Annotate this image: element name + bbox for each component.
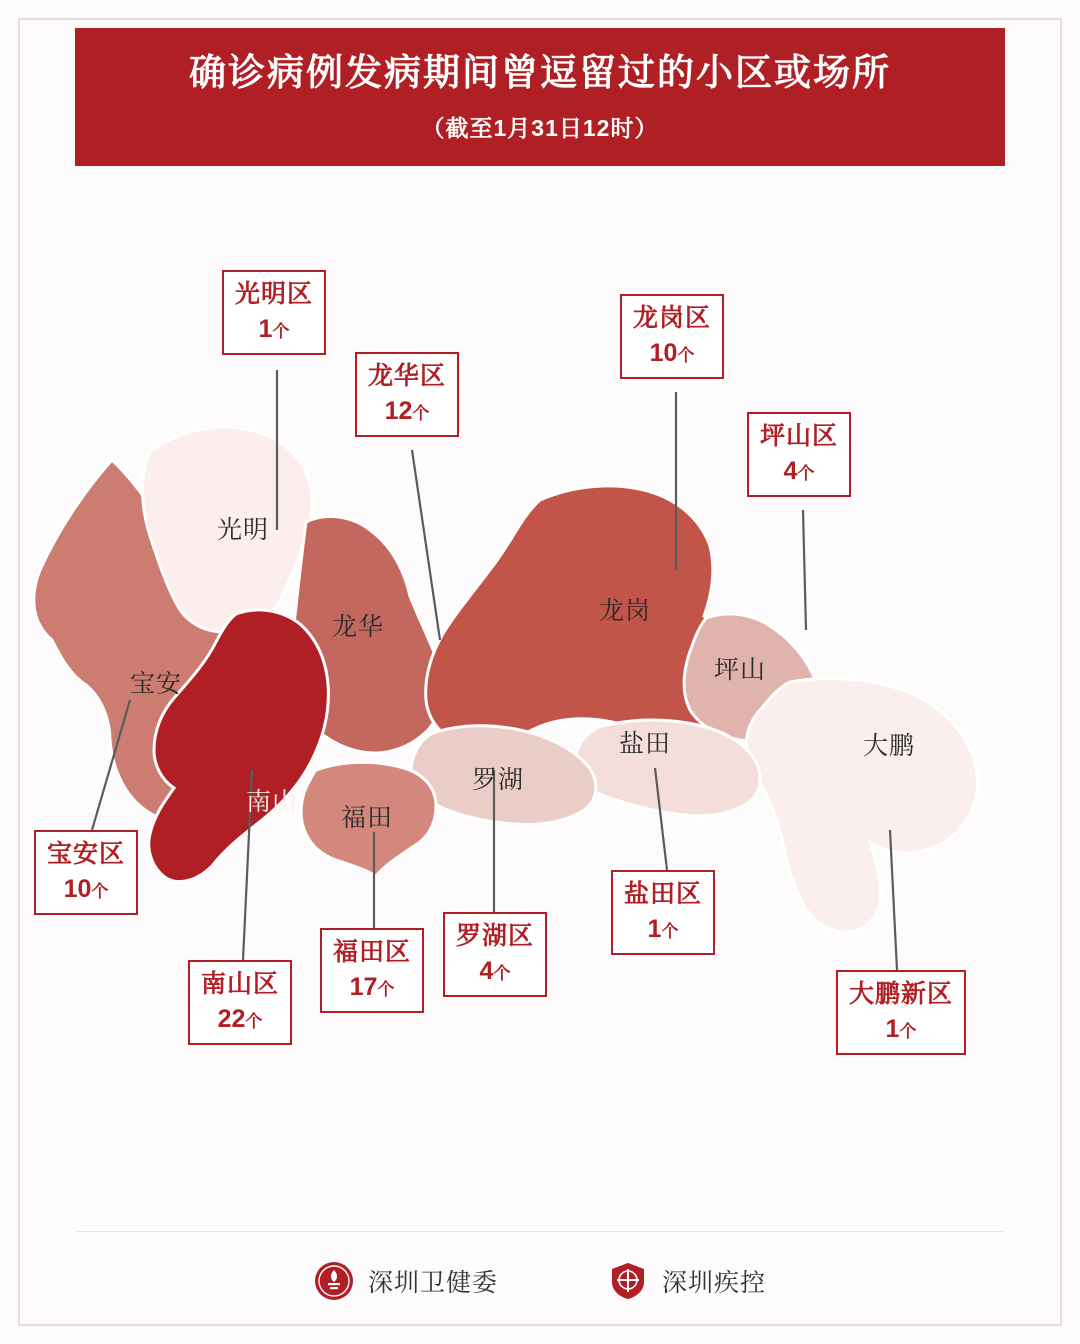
callout-count-guangming: 1个 [258, 314, 290, 343]
callout-futian[interactable] [320, 928, 424, 1013]
callout-name-baoan: 宝安区 [47, 840, 126, 868]
page-subtitle: （截至1月31日12时） [421, 114, 659, 141]
district-label-baoan: 宝安 [129, 670, 183, 698]
callout-name-futian: 福田区 [333, 938, 412, 966]
footer-item-health-commission[interactable] [314, 1261, 498, 1301]
district-label-pingshan: 坪山 [713, 656, 767, 684]
callout-name-pingshan: 坪山区 [760, 422, 839, 450]
callout-longhua[interactable] [355, 352, 459, 437]
callout-count-yantian: 1个 [647, 914, 679, 943]
district-label-yantian: 盐田 [618, 730, 672, 758]
callout-count-pingshan: 4个 [783, 456, 815, 485]
page-title: 确诊病例发病期间曾逗留过的小区或场所 [189, 52, 891, 94]
district-label-luohu: 罗湖 [471, 766, 525, 794]
callout-count-nanshan: 22个 [217, 1004, 263, 1033]
district-label-futian: 福田 [340, 804, 394, 832]
map-svg [0, 170, 1080, 1230]
callout-name-dapeng: 大鹏新区 [849, 980, 954, 1008]
callout-count-dapeng: 1个 [885, 1014, 917, 1043]
callout-name-guangming: 光明区 [235, 280, 314, 308]
callout-luohu[interactable] [443, 912, 547, 997]
footer-label-health-commission: 深圳卫健委 [367, 1269, 498, 1297]
footer-item-cdc[interactable] [608, 1261, 766, 1301]
callout-longgang[interactable] [620, 294, 724, 379]
callout-name-longgang: 龙岗区 [633, 304, 712, 332]
header-banner [75, 28, 1005, 166]
callout-count-baoan: 10个 [63, 874, 109, 903]
callout-name-yantian: 盐田区 [624, 880, 703, 908]
district-label-dapeng: 大鹏 [862, 732, 916, 760]
district-label-guangming: 光明 [216, 516, 270, 544]
district-label-longhua: 龙华 [331, 613, 385, 641]
shenzhen-cdc-logo-icon [608, 1261, 648, 1301]
district-label-longgang: 龙岗 [598, 597, 652, 625]
callout-guangming[interactable] [222, 270, 326, 355]
callout-count-longhua: 12个 [384, 396, 430, 425]
callout-name-nanshan: 南山区 [201, 970, 280, 998]
callout-name-longhua: 龙华区 [368, 362, 447, 390]
shenzhen-district-map [0, 170, 1080, 1230]
callout-dapeng[interactable] [836, 970, 966, 1055]
callout-pingshan[interactable] [747, 412, 851, 497]
callout-baoan[interactable] [34, 830, 138, 915]
shenzhen-health-commission-logo-icon [314, 1261, 354, 1301]
callout-count-luohu: 4个 [479, 956, 511, 985]
callout-count-futian: 17个 [349, 972, 395, 1001]
district-label-nanshan: 南山 [245, 788, 299, 816]
callout-nanshan[interactable] [188, 960, 292, 1045]
district-shape-dapeng[interactable] [746, 679, 977, 933]
footer-divider [75, 1231, 1005, 1232]
callout-name-luohu: 罗湖区 [456, 922, 535, 950]
callout-yantian[interactable] [611, 870, 715, 955]
footer-label-cdc: 深圳疾控 [662, 1269, 767, 1297]
callout-count-longgang: 10个 [649, 338, 695, 367]
footer [0, 1246, 1080, 1316]
